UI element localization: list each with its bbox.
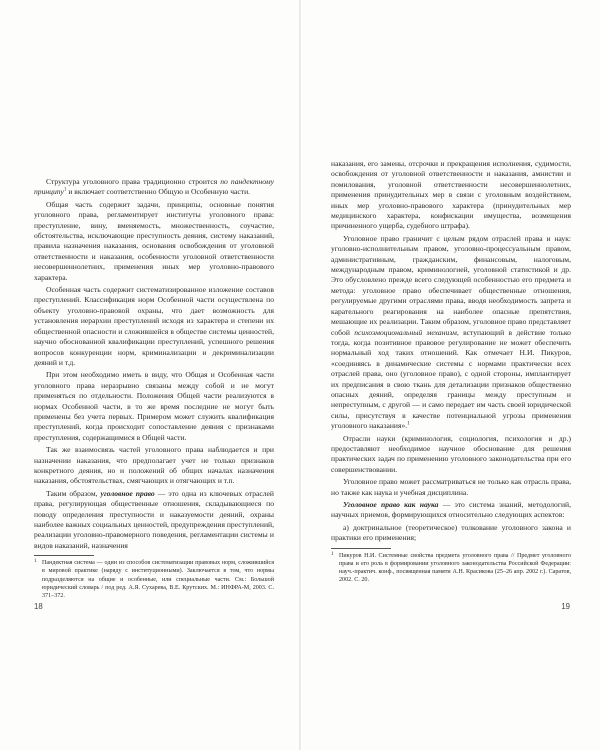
footnote-mark: 1 <box>34 559 37 565</box>
footnote-text: Пикуров Н.И. Системные свойства предмета уголовного права // Предмет уголовного права и его роль в формировании уголовного законодательства Российской Федерации: науч.-практич. конф., посвященная памяти А.Н. Красикова (25–26 апр. 2002 г.). Саратов, 2002. С. 20. <box>339 552 571 584</box>
paragraph-sciences: Отрасли науки (криминология, социология, психология и др.) предоставляют необходимое научное обоснование для решения практических задач по применению уголовного законодательства при его совершенствовании. <box>331 433 571 474</box>
definition-lead: Таким образом, <box>46 488 98 498</box>
paragraph-science-definition <box>331 500 571 521</box>
footnote-mark: 1 <box>331 551 334 557</box>
page-number: 18 <box>34 602 43 611</box>
paragraph-interrelation: При этом необходимо иметь в виду, что Общая и Особенная части уголовного права неразрывно связаны между собой и не могут применяться по отдельности. Положения Общей части реализуются в нормах Особенной части, в то же время последние не могут быть применены без учета первых. Примером может служить квалификация преступлений, когда происходит сопоставление деяния с признаками преступления, содержащимися в Общей части. <box>34 370 274 442</box>
paragraph-adjacent-branches <box>331 234 571 432</box>
science-text: — это система знаний, методологий, научных приемов, формирующихся относительно следующих аспектов: <box>331 500 571 520</box>
left-page <box>0 0 299 750</box>
definition-text: — это одна из ключевых отраслей права, регулирующая общественные отношения, складывающиеся по поводу определения преступности и наказуемости деяний, охраны наиболее важных социальных ценностей, предупреждения преступлений, реализации уголовно-правомерного поведения, регламентации системы и видов наказаний, назначения <box>34 488 274 550</box>
footnote-ref: 1 <box>407 421 410 427</box>
list-item-a: а) доктринальное (теоретическое) толкование уголовного закона и практики его применения; <box>331 522 571 543</box>
right-page <box>301 0 600 750</box>
paragraph-as-science: Уголовное право может рассматриваться не только как отрасль права, но также как наука и учебная дисциплина. <box>331 477 571 497</box>
mechanism-tail: , вступающий в действие только тогда, когда позитивное правовое регулирование не может обеспечить нормальный ход таких отношений. Как отмечает Н.И. Пикуров, «соединяясь в динамические системы с нормами практически всех отраслей права, оно (уголовное право), с одной стороны, имплантирует их предписания в свою ткань для детализации признаков общественно опасных деяний, определяя границы между преступным и непреступным, с другой — и само передает им часть своей юридической силы, присутствуя в качестве потенциальной угрозы применения уголовного наказания». <box>331 327 571 431</box>
paragraph-definition <box>34 489 274 551</box>
science-term: Уголовное право как наука <box>343 500 439 509</box>
page-number: 19 <box>561 602 570 611</box>
paragraph-sentencing: Так же взаимосвязь частей уголовного права наблюдается и при назначении наказания, что предполагает учет не только признаков конкретного деяния, но и положений об общих началах назначения наказания, обстоятельствах, смягчающих и отягчающих и т.п. <box>34 445 274 486</box>
adjacent-branches-text: Уголовное право граничит с целым рядом отраслей права и наук: уголовно-исполнительным правом, уголовно-процессуальным правом, административным, гражданским, финансовым, налоговым, международным правом, криминологией, уголовной статистикой и др. Это обусловлено прежде всего следующей особенностью его предмета и метода: уголовное право обеспечивает общественные отношения, регулируемые другими отраслями права, вводя необходимость запрета и карательного реагирования на наиболее опасные препятствия, мешающие их реализации. Таким образом, уголовное право представляет собой <box>331 233 571 337</box>
footnote <box>331 552 571 585</box>
paragraph-special-part: Особенная часть содержит систематизированное изложение составов преступлений. Классификация норм Особенной части осуществлена по объекту уголовно-правовой охраны, что дает возможность для установления иерархии преступлений исходя из характера и степени их общественной опасности и сложившейся в обществе системы ценностей, научно обоснованной квалификации преступлений, успешного решения вопросов конкуренции норм, криминализации и декриминализации деяний и т.д. <box>34 285 274 367</box>
footnote-divider <box>34 555 94 556</box>
paragraph-continuation: наказания, его замены, отсрочки и прекращения исполнения, судимости, освобождения от уголовной ответственности и наказания, амнистии и помилования, уголовной ответственности несовершеннолетних, применения принудительных мер в связи с уголовным воздействием, иных мер уголовно-правового характера (принудительных мер медицинского характера, конфискации имущества, возмещения причиненного ущерба, судебного штрафа). <box>331 159 571 231</box>
definition-term: уголовное право <box>100 488 155 498</box>
paragraph-general-part: Общая часть содержит задачи, принципы, основные понятия уголовного права, регламентирует институты уголовного права: преступление, вину, вменяемость, множественность, соучастие, обстоятельства, исключающие преступность деяния, систему наказаний, правила назначения наказания, основания освобождения от уголовной ответственности и наказания, особенности уголовной ответственности несовершеннолетних, применения иных мер уголовно-правового характера. <box>34 199 274 282</box>
footnote-ref: 1 <box>63 187 67 193</box>
paragraph-structure: Структура уголовного права традиционно строится по пандектному принципу$^1$ и включает соответственно Общую и Особенную части. <box>34 177 274 197</box>
left-text-column <box>34 177 274 600</box>
footnote-divider <box>331 548 391 549</box>
term-mechanism: психоэмоциональный механизм <box>354 327 457 337</box>
right-text-column <box>331 159 571 584</box>
footnote-text: Пандектная система — один из способов систематизации правовых норм, сложившийся в мировой практике (наряду с институционными). Заключается в том, что нормы подразделяются на общие и особенные, или специальные части. См.: Большой юридический словарь / под ред. А.Я. Сухарева, В.Е. Крутских. М.: ИНФРА-М, 2003. С. 371–372. <box>42 560 274 600</box>
footnote <box>34 559 274 600</box>
term-pandect: по пандектному принципу <box>34 177 274 197</box>
